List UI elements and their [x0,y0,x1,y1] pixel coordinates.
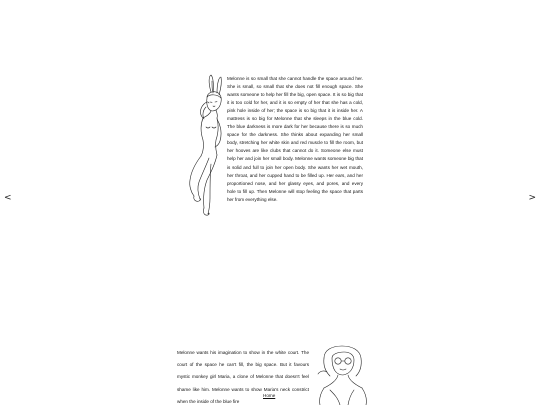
story-paragraph: Melonne wants his imagination to show in the white court. The court of the space he can't fill, the big space. But it favours mystic monkey girl Maria, a clone of Melonne that doesn't feel shame like him. Melonne wants to show Maria's neck constrict when the inside of the blue fire [177,350,309,404]
story-paragraph: Melonne is so small that she cannot handle the space around her. She is small, so small that she does not fill enough space. She wants someone to help her fill the big, open space. It is so big that it is too cold for her, and it is so empty of her that she has a cold, pink hole inside of her; the space is so big that it is inside her. A mattress is so big for Melonne that she sleeps in the blue cold. The blue darkness is more dark for her because there is so much space for the darkness. She thinks about expanding her small body, stretching her white skin and red muscle to fill the room, but her hooves are like clubs that cannot do it. Someone else must help her and join her small body. Melonne wants someone big that is solid and full to join her open body. She wants her wet mouth, her throat, and her cupped hand to be filled up. Her ears, and her proportioned nose, and her glassy eyes, and pores, and every hole to fill up. Then Melonne will stop feeling the space that parts her from everything else. [227,76,363,202]
monkey-girl-illustration [316,344,371,405]
previous-page-arrow[interactable]: < [4,193,12,203]
bunny-girl-illustration [177,74,227,219]
next-page-arrow[interactable]: > [528,193,536,203]
home-link[interactable]: Home [263,393,276,398]
